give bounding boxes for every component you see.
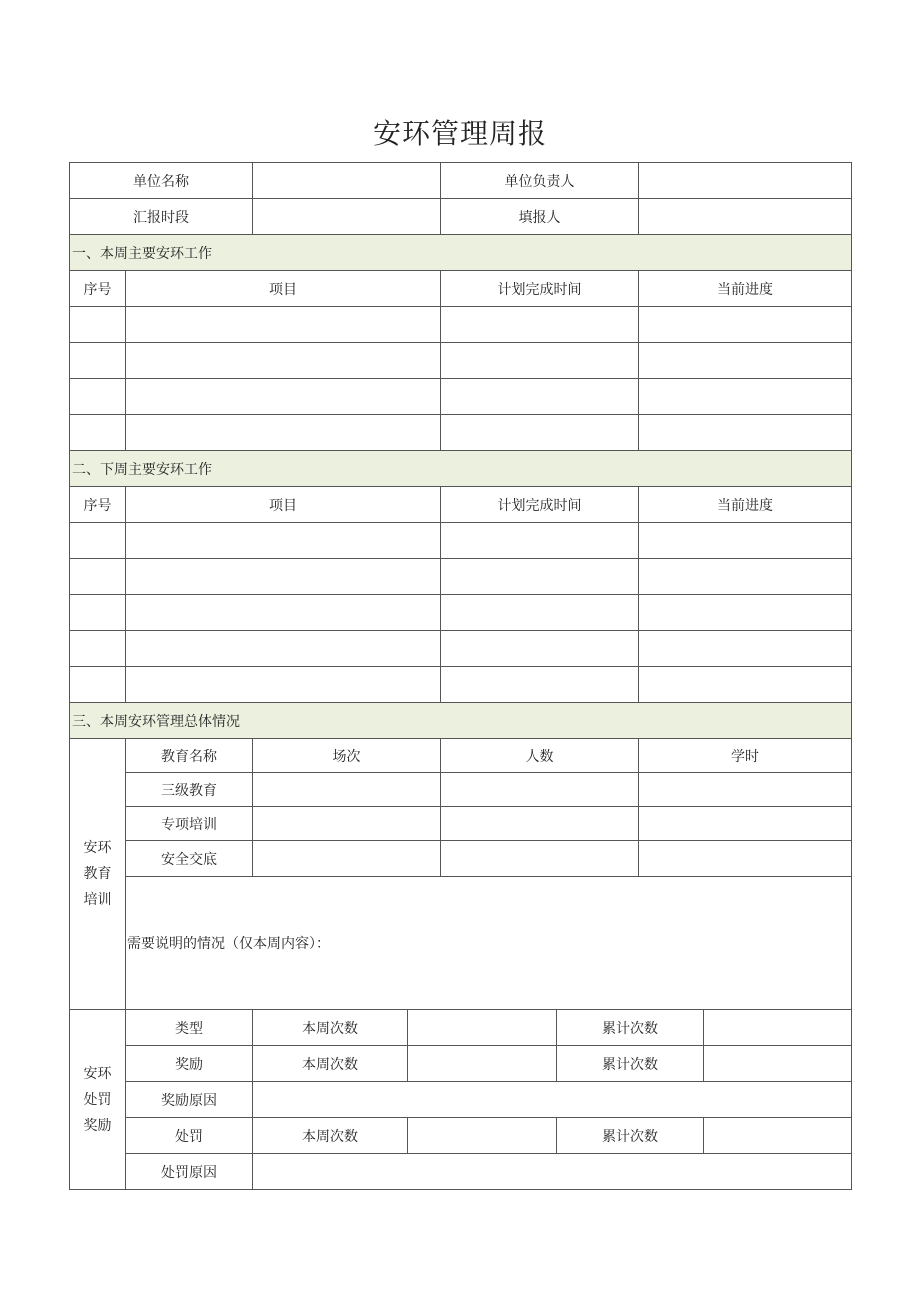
- punish-reason-field[interactable]: [253, 1154, 852, 1190]
- section1-header: [70, 235, 852, 271]
- col-header-plan-time: 计划完成时间: [441, 487, 639, 523]
- education-note-field[interactable]: [126, 877, 852, 1010]
- unit-name-label: 单位名称: [70, 163, 253, 199]
- reward-reason-row: [70, 1082, 852, 1118]
- index-cell[interactable]: [70, 523, 126, 559]
- index-cell[interactable]: [70, 307, 126, 343]
- index-cell[interactable]: [70, 595, 126, 631]
- unit-name-field[interactable]: [253, 163, 441, 199]
- col-header-education-name: 教育名称: [126, 739, 253, 773]
- label-line: 安环: [83, 1065, 112, 1082]
- hours-cell[interactable]: [639, 841, 852, 877]
- report-period-label: 汇报时段: [70, 199, 253, 235]
- table-row: [70, 559, 852, 595]
- plan-time-cell[interactable]: [441, 559, 639, 595]
- plan-time-cell[interactable]: [441, 667, 639, 703]
- table-row: [70, 667, 852, 703]
- discipline-header-row: [70, 1010, 852, 1046]
- section2-header: [70, 451, 852, 487]
- label-line: 教育: [83, 866, 112, 882]
- total-count-label: 累计次数: [557, 1010, 704, 1046]
- section3-header: [70, 703, 852, 739]
- col-header-plan-time: 计划完成时间: [441, 271, 639, 307]
- punish-reason-label: 处罚原因: [126, 1154, 253, 1190]
- table-row: [70, 307, 852, 343]
- education-note-row: [70, 877, 852, 1010]
- plan-time-cell[interactable]: [441, 523, 639, 559]
- reporter-label: 填报人: [441, 199, 639, 235]
- plan-time-cell[interactable]: [441, 631, 639, 667]
- item-cell[interactable]: [126, 595, 441, 631]
- plan-time-cell[interactable]: [441, 307, 639, 343]
- report-period-field[interactable]: [253, 199, 441, 235]
- people-cell[interactable]: [441, 841, 639, 877]
- plan-time-cell[interactable]: [441, 595, 639, 631]
- label-line: 奖励: [83, 1117, 112, 1134]
- progress-cell[interactable]: [639, 595, 852, 631]
- section2-title: 二、下周主要安环工作: [70, 451, 852, 487]
- punish-row: [70, 1118, 852, 1154]
- section3-title: 三、本周安环管理总体情况: [70, 703, 852, 739]
- col-header-hours: 学时: [639, 739, 852, 773]
- sessions-cell[interactable]: [253, 841, 441, 877]
- item-cell[interactable]: [126, 343, 441, 379]
- table-row: [70, 379, 852, 415]
- plan-time-cell[interactable]: [441, 415, 639, 451]
- table-row: [70, 415, 852, 451]
- education-section-label: [70, 739, 126, 1010]
- section2-column-headers: [70, 487, 852, 523]
- plan-time-cell[interactable]: [441, 379, 639, 415]
- col-header-progress: 当前进度: [639, 271, 852, 307]
- table-row: [70, 773, 852, 807]
- education-header-row: [70, 739, 852, 773]
- this-week-count-label: 本周次数: [253, 1010, 408, 1046]
- reward-reason-field[interactable]: [253, 1082, 852, 1118]
- education-row-label: 安全交底: [126, 841, 253, 877]
- item-cell[interactable]: [126, 667, 441, 703]
- report-table-top: [69, 162, 852, 739]
- index-cell[interactable]: [70, 379, 126, 415]
- label-line: 安环: [83, 840, 112, 856]
- reporter-field[interactable]: [639, 199, 852, 235]
- index-cell[interactable]: [70, 667, 126, 703]
- progress-cell[interactable]: [639, 379, 852, 415]
- sessions-cell[interactable]: [253, 807, 441, 841]
- index-cell[interactable]: [70, 415, 126, 451]
- section1-title: 一、本周主要安环工作: [70, 235, 852, 271]
- col-header-people: 人数: [441, 739, 639, 773]
- total-count-label: 累计次数: [557, 1118, 704, 1154]
- item-cell[interactable]: [126, 379, 441, 415]
- reward-label: 奖励: [126, 1046, 253, 1082]
- progress-cell[interactable]: [639, 631, 852, 667]
- reward-row: [70, 1046, 852, 1082]
- table-row: [70, 523, 852, 559]
- progress-cell[interactable]: [639, 559, 852, 595]
- type-label: 类型: [126, 1010, 253, 1046]
- item-cell[interactable]: [126, 523, 441, 559]
- education-row-label: 三级教育: [126, 773, 253, 807]
- punish-total-field[interactable]: [704, 1118, 852, 1154]
- col-header-index: 序号: [70, 487, 126, 523]
- table-row: [70, 595, 852, 631]
- col-header-sessions: 场次: [253, 739, 441, 773]
- table-row: [70, 841, 852, 877]
- header-row-2: [70, 199, 852, 235]
- item-cell[interactable]: [126, 631, 441, 667]
- hours-cell[interactable]: [639, 807, 852, 841]
- plan-time-cell[interactable]: [441, 343, 639, 379]
- type-total-field[interactable]: [704, 1010, 852, 1046]
- people-cell[interactable]: [441, 807, 639, 841]
- unit-leader-field[interactable]: [639, 163, 852, 199]
- reward-total-field[interactable]: [704, 1046, 852, 1082]
- item-cell[interactable]: [126, 559, 441, 595]
- index-cell[interactable]: [70, 559, 126, 595]
- progress-cell[interactable]: [639, 343, 852, 379]
- table-row: [70, 343, 852, 379]
- unit-leader-label: 单位负责人: [441, 163, 639, 199]
- header-row-1: [70, 163, 852, 199]
- progress-cell[interactable]: [639, 523, 852, 559]
- punish-label: 处罚: [126, 1118, 253, 1154]
- progress-cell[interactable]: [639, 307, 852, 343]
- progress-cell[interactable]: [639, 415, 852, 451]
- item-cell[interactable]: [126, 415, 441, 451]
- this-week-count-label: 本周次数: [253, 1118, 408, 1154]
- this-week-count-label: 本周次数: [253, 1046, 408, 1082]
- discipline-section-label: [70, 1010, 126, 1190]
- section1-column-headers: [70, 271, 852, 307]
- punish-this-week-field[interactable]: [408, 1118, 557, 1154]
- hours-cell[interactable]: [639, 773, 852, 807]
- col-header-index: 序号: [70, 271, 126, 307]
- education-table: [69, 738, 852, 1010]
- punish-reason-row: [70, 1154, 852, 1190]
- col-header-progress: 当前进度: [639, 487, 852, 523]
- discipline-table: [69, 1009, 852, 1190]
- index-cell[interactable]: [70, 343, 126, 379]
- label-line: 处罚: [83, 1091, 112, 1108]
- sessions-cell[interactable]: [253, 773, 441, 807]
- education-note-label: 需要说明的情况（仅本周内容）：: [127, 936, 330, 952]
- index-cell[interactable]: [70, 631, 126, 667]
- col-header-item: 项目: [126, 487, 441, 523]
- label-line: 培训: [83, 892, 112, 908]
- page-title: 安环管理周报: [372, 117, 547, 150]
- reward-this-week-field[interactable]: [408, 1046, 557, 1082]
- people-cell[interactable]: [441, 773, 639, 807]
- education-row-label: 专项培训: [126, 807, 253, 841]
- type-this-week-field[interactable]: [408, 1010, 557, 1046]
- table-row: [70, 807, 852, 841]
- item-cell[interactable]: [126, 307, 441, 343]
- table-row: [70, 631, 852, 667]
- total-count-label: 累计次数: [557, 1046, 704, 1082]
- progress-cell[interactable]: [639, 667, 852, 703]
- col-header-item: 项目: [126, 271, 441, 307]
- reward-reason-label: 奖励原因: [126, 1082, 253, 1118]
